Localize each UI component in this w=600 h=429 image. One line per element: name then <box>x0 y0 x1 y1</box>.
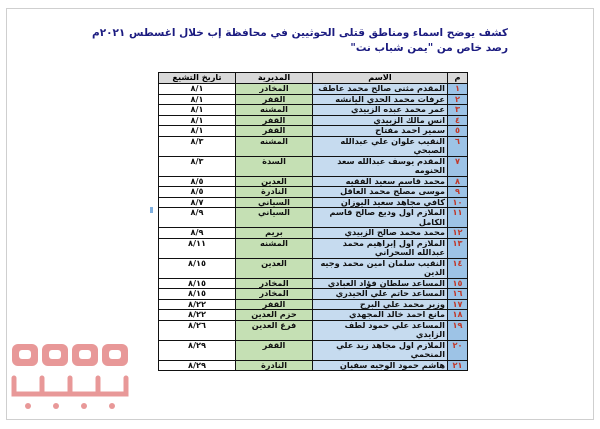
row-district: القفر <box>236 126 313 137</box>
table-row <box>159 197 468 208</box>
row-date: ٨/١١ <box>159 238 236 258</box>
row-date: ٨/١٥ <box>159 258 236 278</box>
title-line-2: رصد خاص من "يمن شباب نت" <box>350 42 508 54</box>
title-line-1: كشف يوضح اسماء ومناطق قتلى الحوثيين في محافظة إب خلال اغسطس ٢٠٢١م <box>91 27 508 39</box>
table-row <box>159 360 468 371</box>
row-district: القفر <box>236 115 313 126</box>
row-district: المخادر <box>236 278 313 289</box>
row-number: ٣ <box>448 105 468 116</box>
table-row <box>159 340 468 360</box>
row-date: ٨/١ <box>159 126 236 137</box>
row-name: موسى مصلح محمد العاقل <box>313 187 448 198</box>
row-number: ٨ <box>448 176 468 187</box>
row-date: ٨/١٥ <box>159 289 236 300</box>
row-name: الملازم اول مجاهد زيد علي المنحمي <box>313 340 448 360</box>
row-date: ٨/٥ <box>159 176 236 187</box>
row-district: المخادر <box>236 84 313 95</box>
row-number: ٢ <box>448 94 468 105</box>
row-name: المقدم يوسف عبدالله سعد الحنومه <box>313 156 448 176</box>
row-date: ٨/٣ <box>159 156 236 176</box>
row-name: مانع احمد خالد المجهدي <box>313 310 448 321</box>
row-district: حزم العدين <box>236 310 313 321</box>
row-date: ٨/٥ <box>159 187 236 198</box>
row-district: العدين <box>236 176 313 187</box>
row-district: المشنه <box>236 136 313 156</box>
row-number: ٢٠ <box>448 340 468 360</box>
row-number: ١٣ <box>448 238 468 258</box>
table-row <box>159 299 468 310</box>
row-date: ٨/٧ <box>159 197 236 208</box>
table-row <box>159 208 468 228</box>
row-date: ٨/١ <box>159 94 236 105</box>
row-district: القفر <box>236 340 313 360</box>
row-date: ٨/١ <box>159 115 236 126</box>
table-row <box>159 258 468 278</box>
header-district: المديرية <box>236 73 313 84</box>
row-name: هاشم حمود الوجيه سفيان <box>313 360 448 371</box>
row-number: ٦ <box>448 136 468 156</box>
row-district: السدة <box>236 156 313 176</box>
table-row <box>159 105 468 116</box>
table-header-row <box>159 73 468 84</box>
row-date: ٨/٩ <box>159 208 236 228</box>
row-name: النقيب سلمان امين محمد وجيه الدين <box>313 258 448 278</box>
table-row <box>159 320 468 340</box>
row-name: المساعد حاتم علي الحيدري <box>313 289 448 300</box>
row-name: الملازم اول وديع صالح قاسم الكامل <box>313 208 448 228</box>
row-number: ١٥ <box>448 278 468 289</box>
row-number: ١ <box>448 84 468 95</box>
row-district: النادرة <box>236 187 313 198</box>
row-name: سمير احمد مفتاح <box>313 126 448 137</box>
table-row <box>159 94 468 105</box>
row-number: ١٤ <box>448 258 468 278</box>
row-number: ١٦ <box>448 289 468 300</box>
header-date: تاريخ التشيع <box>159 73 236 84</box>
table-row <box>159 187 468 198</box>
row-number: ٧ <box>448 156 468 176</box>
row-date: ٨/١ <box>159 84 236 95</box>
table-row <box>159 136 468 156</box>
row-date: ٨/٩ <box>159 228 236 239</box>
row-date: ٨/٢٩ <box>159 360 236 371</box>
header-number: م <box>448 73 468 84</box>
table-row <box>159 84 468 95</box>
row-date: ٨/٣ <box>159 136 236 156</box>
row-name: كافي مجاهد سعيد اليوزان <box>313 197 448 208</box>
yemen-shabab-logo <box>8 338 132 412</box>
row-number: ١٨ <box>448 310 468 321</box>
row-district: المشنه <box>236 105 313 116</box>
row-district: السياني <box>236 197 313 208</box>
row-district: المخادر <box>236 289 313 300</box>
row-name: النقيب علوان علي عبدالله الصبحي <box>313 136 448 156</box>
table-row <box>159 310 468 321</box>
killed-list-table <box>158 72 468 371</box>
row-name: وزير محمد علي البرح <box>313 299 448 310</box>
row-number: ١٧ <box>448 299 468 310</box>
row-name: محمد محمد صالح الزبيدي <box>313 228 448 239</box>
table-row <box>159 228 468 239</box>
table-row <box>159 289 468 300</box>
row-district: السياني <box>236 208 313 228</box>
row-name: الملازم اول إبراهيم محمد عبدالله السحراني <box>313 238 448 258</box>
table-row <box>159 176 468 187</box>
row-date: ٨/١٥ <box>159 278 236 289</box>
row-name: المقدم مثنى صالح محمد عاطف <box>313 84 448 95</box>
row-name: المساعد علي حمود لطف الزايدي <box>313 320 448 340</box>
row-number: ١٢ <box>448 228 468 239</box>
row-number: ٩ <box>448 187 468 198</box>
document-title <box>88 26 508 56</box>
row-name: عمر محمد عبده الزبيدي <box>313 105 448 116</box>
row-date: ٨/٢٢ <box>159 310 236 321</box>
row-district: العدين <box>236 258 313 278</box>
row-district: النادرة <box>236 360 313 371</box>
row-number: ٥ <box>448 126 468 137</box>
row-number: ١١ <box>448 208 468 228</box>
row-number: ١٩ <box>448 320 468 340</box>
row-name: المساعد سلطان فؤاد العبادي <box>313 278 448 289</box>
table-row <box>159 238 468 258</box>
row-district: فرع العدين <box>236 320 313 340</box>
row-district: القفر <box>236 299 313 310</box>
table-row <box>159 126 468 137</box>
row-date: ٨/٢٩ <box>159 340 236 360</box>
row-number: ٤ <box>448 115 468 126</box>
row-district: بريم <box>236 228 313 239</box>
table-row <box>159 115 468 126</box>
row-marker <box>150 207 153 213</box>
row-number: ١٠ <box>448 197 468 208</box>
row-date: ٨/٢٢ <box>159 299 236 310</box>
row-date: ٨/٢٦ <box>159 320 236 340</box>
row-name: عرفات محمد الحدي اليانشه <box>313 94 448 105</box>
header-name: الاسم <box>313 73 448 84</box>
row-number: ٢١ <box>448 360 468 371</box>
row-district: المشنه <box>236 238 313 258</box>
table-row <box>159 278 468 289</box>
row-name: انس مالك الزبيدي <box>313 115 448 126</box>
row-name: محمد قاسم سعيد الفقيه <box>313 176 448 187</box>
table-row <box>159 156 468 176</box>
row-district: القفر <box>236 94 313 105</box>
row-date: ٨/١ <box>159 105 236 116</box>
